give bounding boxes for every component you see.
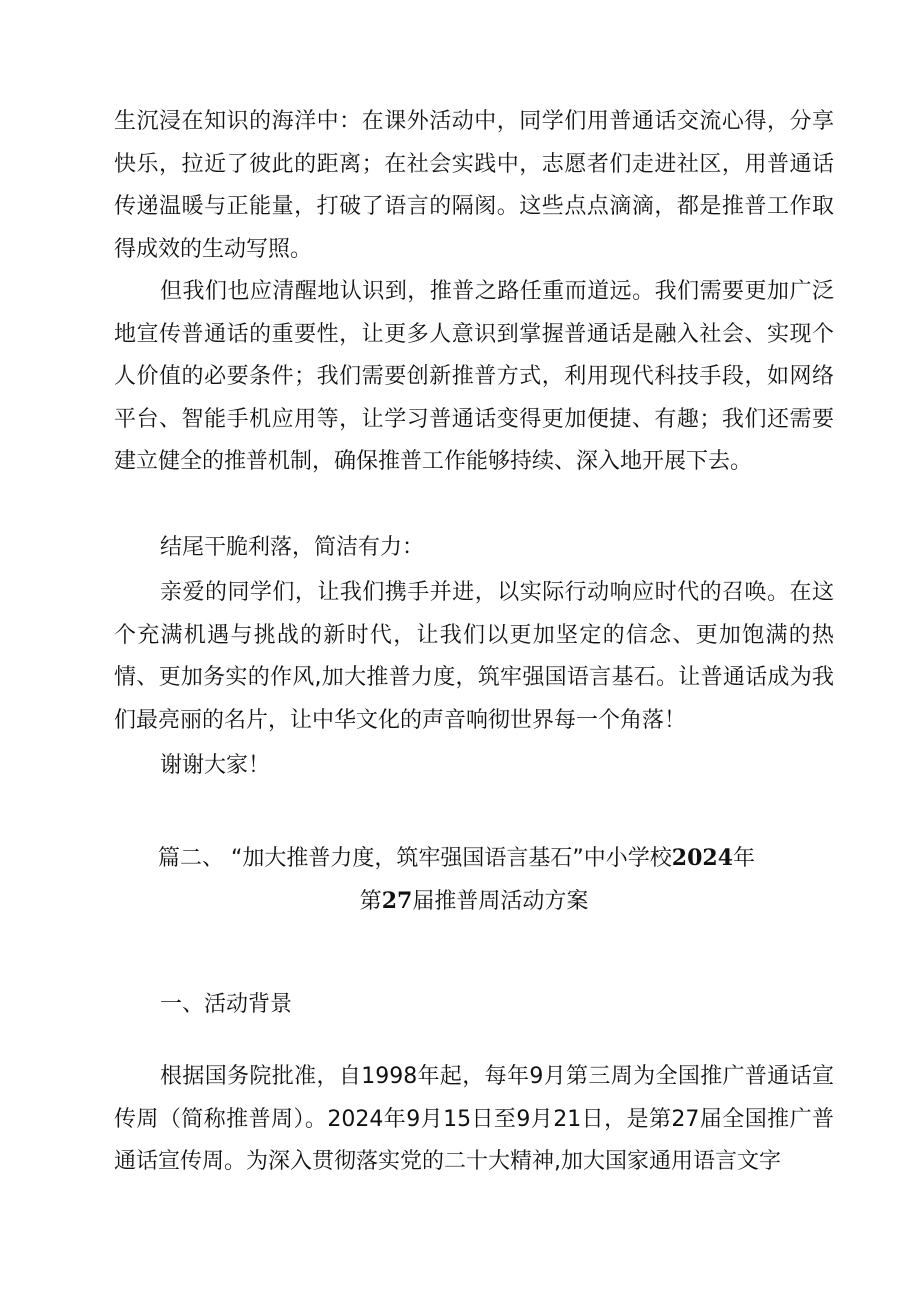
paragraph-closing: 亲爱的同学们，让我们携手并进，以实际行动响应时代的召唤。在这个充满机遇与挑战的新时代，让我们以更加坚定的信念、更加饱满的热情、更加务实的作风,加大推普力度，筑牢强国语言基石。让普通话成为我们最亮丽的名片，让中华文化的声音响彻世界每一个角落！: [114, 580, 834, 733]
title-line2-text: 届推普周活动方案: [412, 889, 589, 914]
paragraph-challenge: 但我们也应清醒地认识到，推普之路任重而道远。我们需要更加广泛地宣传普通话的重要性，让更多人意识到掌握普通话是融入社会、实现个人价值的必要条件；我们需要创新推普方式，利用现代科技手段，如网络平台、智能手机应用等，让学习普通话变得更加便捷、有趣；我们还需要建立健全的推普机制，确保推普工作能够持续、深入地开展下去。: [114, 279, 834, 474]
paragraph-ending-note: 结尾干脆利落，简洁有力：: [160, 535, 425, 560]
title-year: 2024: [671, 845, 734, 871]
title-line1-text: 篇二、 “加大推普力度，筑牢强国语言基石”中小学校: [158, 846, 672, 871]
paragraph-thanks: 谢谢大家！: [160, 753, 271, 778]
document-title-line2: [114, 880, 834, 923]
document-title-line1: [158, 837, 858, 880]
paragraph-background: 根据国务院批准，自1998年起，每年9月第三周为全国推广普通话宣传周（简称推普周）。2024年9月15日至9月21日，是第27届全国推广普通话宣传周。为深入贯彻落实党的二十大精神,加大国家通用语言文字: [114, 1064, 834, 1174]
title-line1-suffix: 年: [733, 846, 756, 871]
paragraph-practice: 生沉浸在知识的海洋中：在课外活动中，同学们用普通话交流心得，分享快乐，拉近了彼此的距离；在社会实践中，志愿者们走进社区，用普通话传递温暖与正能量，打破了语言的隔阂。这些点点滴滴，都是推普工作取得成效的生动写照。: [114, 109, 834, 262]
section-heading-background: 一、活动背景: [160, 992, 293, 1017]
title-line2-prefix: 第: [359, 889, 382, 914]
title-edition: 27: [381, 888, 413, 914]
